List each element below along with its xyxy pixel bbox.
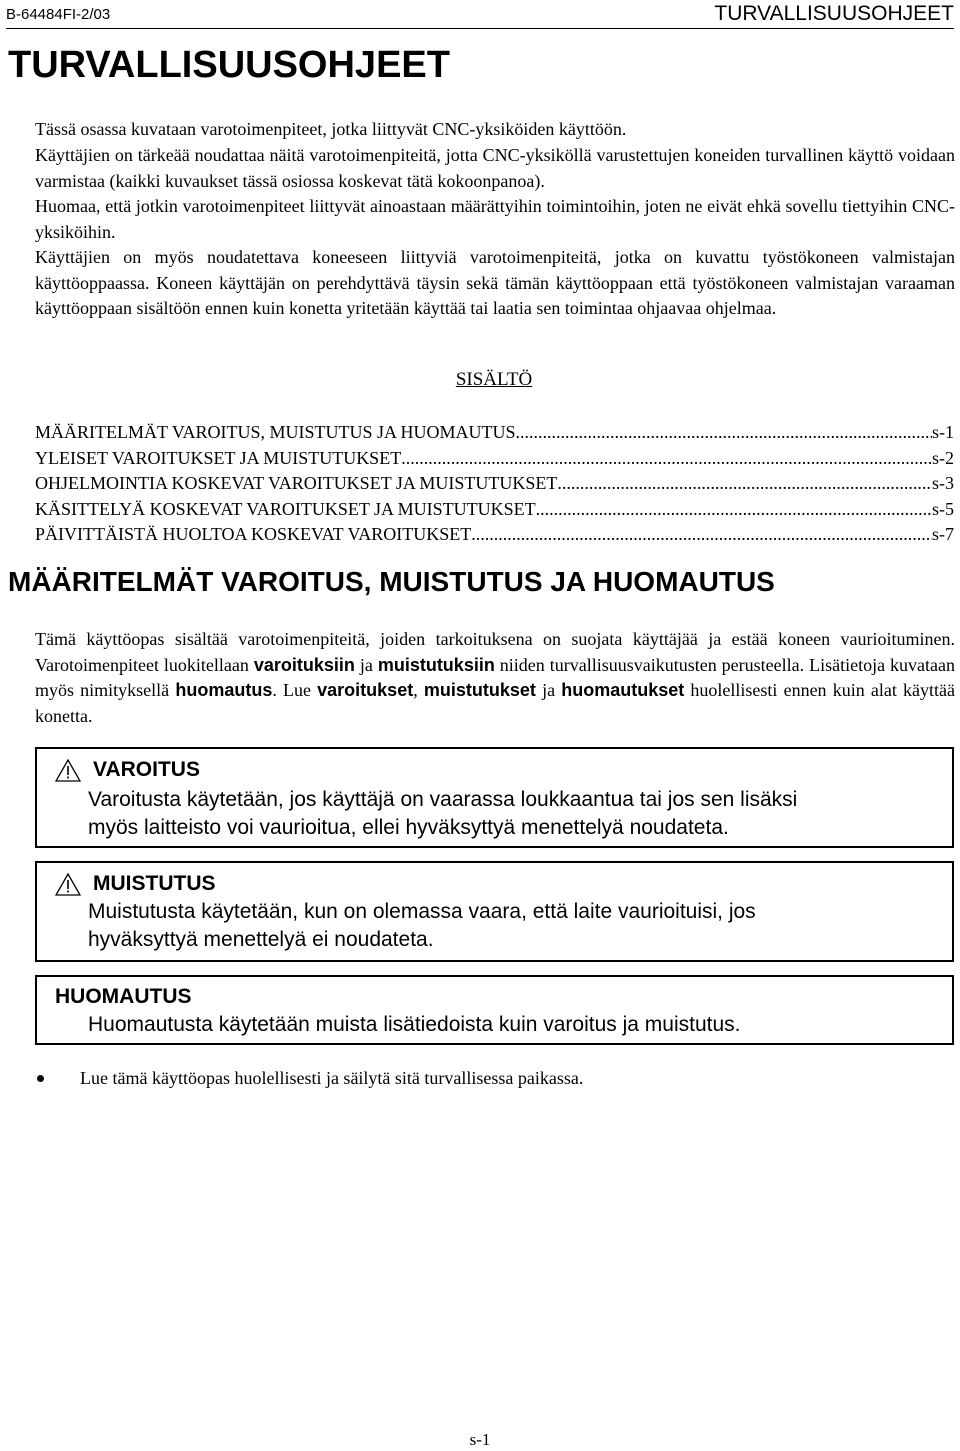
caution-title: MUISTUTUS	[93, 872, 216, 895]
emphasis-huomautukset: huomautukset	[561, 680, 685, 700]
intro-paragraph-4: Käyttäjien on myös noudatettava koneeseen liittyviä varotoimenpiteitä, jotka on kuvattu työstökoneen valmistajan käyttöoppaassa. Koneen käyttäjän on perehdyttävä täysin sekä tämän käyttöoppaan että työstökoneen valmistajan varaaman käyttöoppaan sisältöön ennen kuin konetta yritetään käyttää tai laatia sen toimintaa ohjaavaa ohjelmaa.	[35, 247, 955, 318]
section-title: MÄÄRITELMÄT VAROITUS, MUISTUTUS JA HUOMAUTUS	[8, 566, 775, 597]
warning-triangle-icon	[55, 873, 81, 896]
toc-leader-dots	[471, 522, 932, 548]
text-run: ja	[354, 654, 378, 675]
intro-paragraph-1: Tässä osassa kuvataan varotoimenpiteet, jotka liittyvät CNC-yksiköiden käyttöön.	[35, 119, 627, 139]
warning-line: myös laitteisto voi vaurioitua, ellei hyväksyttyä menettelyä noudateta.	[88, 816, 729, 839]
bullet-dot-icon	[37, 1075, 44, 1082]
warning-line: Varoitusta käytetään, jos käyttäjä on vaarassa loukkaantua tai jos sen lisäksi	[88, 788, 798, 811]
toc-entry-page: s-7	[932, 524, 954, 544]
toc-entry-label: MÄÄRITELMÄT VAROITUS, MUISTUTUS JA HUOMAUTUS	[35, 422, 516, 442]
document-code: B-64484FI-2/03	[6, 6, 111, 23]
caution-line: Muistutusta käytetään, kun on olemassa vaara, että laite vaurioituisi, jos	[88, 900, 756, 923]
toc-entry-label: OHJELMOINTIA KOSKEVAT VAROITUKSET JA MUISTUTUKSET	[35, 473, 558, 493]
toc-leader-dots	[516, 420, 932, 446]
emphasis-muistutukset: muistutukset	[423, 680, 536, 700]
running-header: TURVALLISUUSOHJEET	[714, 2, 954, 25]
text-run: niiden turvallisuusvaikutusten perusteella. Lisätietoja kuvataan myös nimityksellä	[35, 654, 956, 700]
text-run: Tämä käyttöopas sisältää varotoimenpiteitä, joiden tarkoituksena on suojata käyttäjää ja estää koneen vaurioituminen. Varotoimenpiteet luokitellaan	[35, 629, 955, 675]
toc-entry-page: s-2	[932, 447, 954, 468]
header-rule	[6, 28, 954, 29]
emphasis-varoitukset: varoitukset	[317, 680, 414, 700]
toc-leader-dots	[557, 471, 932, 497]
toc-entry[interactable]	[35, 497, 954, 523]
emphasis-muistutuksiin: muistutuksiin	[377, 654, 495, 675]
toc-entry[interactable]	[35, 471, 954, 497]
warning-triangle-icon	[55, 759, 81, 782]
text-run: ja	[535, 680, 562, 700]
toc-entry-label: KÄSITTELYÄ KOSKEVAT VAROITUKSET JA MUISTUTUKSET	[35, 498, 536, 519]
caution-heading	[55, 872, 216, 896]
toc-entry-page: s-5	[932, 498, 954, 519]
caution-line: hyväksyttyä menettelyä ei noudateta.	[88, 928, 434, 951]
table-of-contents	[35, 420, 954, 548]
intro-paragraph-2: Käyttäjien on tärkeää noudattaa näitä varotoimenpiteitä, jotta CNC-yksiköllä varustettujen koneiden turvallinen käyttö voidaan varmistaa (kaikki kuvaukset tässä osiossa koskevat tätä kokoonpanoa).	[35, 145, 955, 191]
warning-text	[88, 786, 797, 842]
toc-entry-page: s-1	[932, 422, 954, 442]
toc-entry-label: YLEISET VAROITUKSET JA MUISTUTUKSET	[35, 447, 402, 468]
caution-text	[88, 898, 756, 954]
note-title: HUOMAUTUS	[55, 985, 192, 1008]
bullet-text: Lue tämä käyttöopas huolellisesti ja säilytä sitä turvallisessa paikassa.	[80, 1068, 584, 1088]
text-run: huolellisesti ennen kuin alat käyttää konetta.	[35, 680, 956, 726]
toc-leader-dots	[401, 446, 932, 472]
warning-heading	[55, 758, 200, 782]
warning-title: VAROITUS	[93, 758, 200, 781]
text-run: ,	[413, 680, 424, 700]
definitions-paragraph	[35, 627, 955, 729]
intro-paragraph-3: Huomaa, että jotkin varotoimenpiteet liittyvät ainoastaan määrättyihin toimintoihin, joten ne eivät ehkä sovellu tiettyihin CNC-yksiköihin.	[35, 196, 955, 242]
toc-entry[interactable]	[35, 522, 954, 548]
toc-entry-page: s-3	[932, 473, 954, 493]
toc-leader-dots	[536, 497, 932, 523]
emphasis-huomautus: huomautus	[175, 680, 273, 700]
page-number: s-1	[469, 1430, 491, 1449]
toc-title: SISÄLTÖ	[455, 369, 533, 390]
page-title: TURVALLISUUSOHJEET	[8, 44, 450, 86]
toc-entry[interactable]	[35, 446, 954, 472]
bullet-item	[35, 1068, 583, 1089]
toc-entry[interactable]	[35, 420, 954, 446]
text-run: . Lue	[272, 680, 318, 700]
emphasis-varoituksiin: varoituksiin	[253, 654, 355, 675]
note-text: Huomautusta käytetään muista lisätiedoista kuin varoitus ja muistutus.	[88, 1013, 741, 1036]
toc-entry-label: PÄIVITTÄISTÄ HUOLTOA KOSKEVAT VAROITUKSET	[35, 524, 472, 544]
